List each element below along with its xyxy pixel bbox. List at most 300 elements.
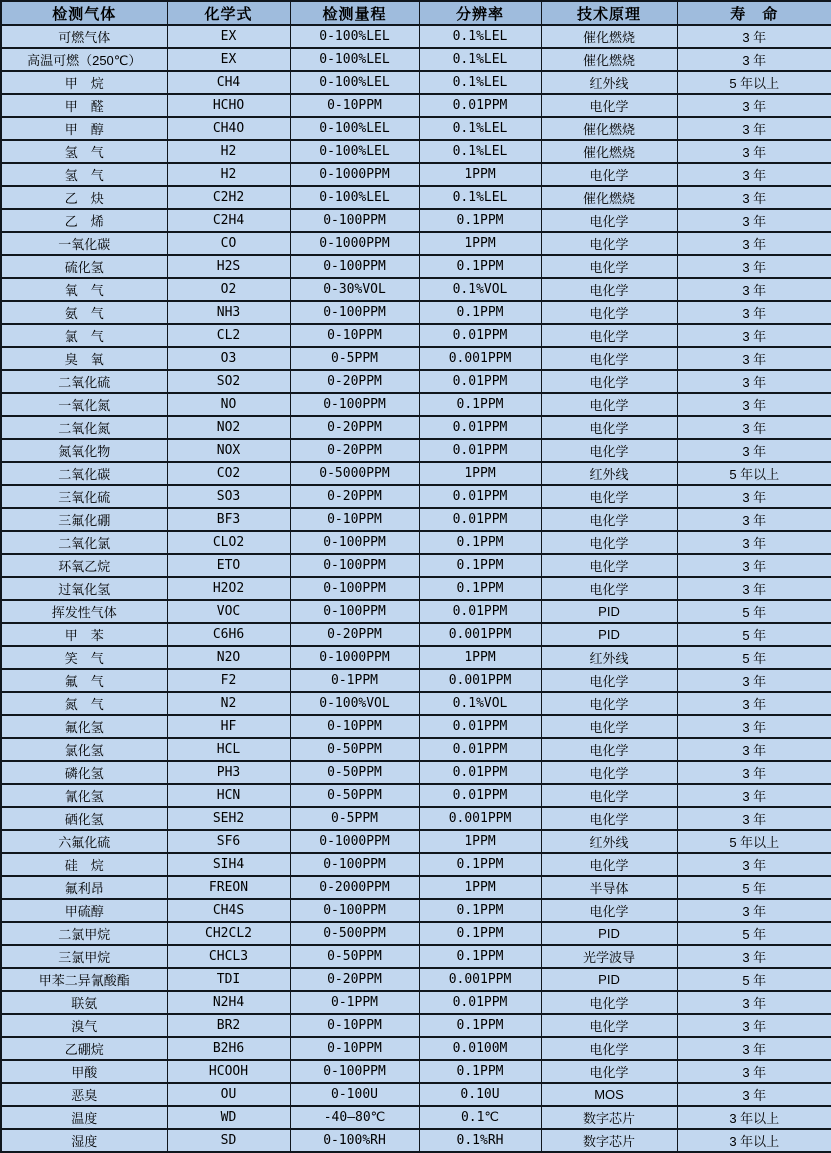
cell-formula: CLO2 bbox=[167, 531, 290, 554]
cell-gas: 甲 醇 bbox=[1, 117, 167, 140]
cell-principle: 电化学 bbox=[541, 669, 677, 692]
cell-principle: 电化学 bbox=[541, 807, 677, 830]
cell-gas: 氧 气 bbox=[1, 278, 167, 301]
table-row bbox=[1, 324, 831, 347]
cell-principle: 电化学 bbox=[541, 853, 677, 876]
cell-principle: 数字芯片 bbox=[541, 1106, 677, 1129]
header-resolution: 分辨率 bbox=[419, 1, 541, 25]
cell-principle: 红外线 bbox=[541, 646, 677, 669]
cell-life: 3 年 bbox=[677, 209, 831, 232]
cell-principle: 催化燃烧 bbox=[541, 48, 677, 71]
cell-principle: 电化学 bbox=[541, 416, 677, 439]
table-row bbox=[1, 715, 831, 738]
table-row bbox=[1, 991, 831, 1014]
cell-principle: MOS bbox=[541, 1083, 677, 1106]
cell-formula: SF6 bbox=[167, 830, 290, 853]
cell-principle: 电化学 bbox=[541, 508, 677, 531]
cell-life: 3 年 bbox=[677, 278, 831, 301]
cell-range: 0-20PPM bbox=[290, 485, 419, 508]
cell-principle: 电化学 bbox=[541, 209, 677, 232]
cell-formula: BF3 bbox=[167, 508, 290, 531]
cell-resolution: 0.1%LEL bbox=[419, 48, 541, 71]
cell-formula: CHCL3 bbox=[167, 945, 290, 968]
table-row bbox=[1, 1060, 831, 1083]
table-row bbox=[1, 485, 831, 508]
cell-gas: 乙 炔 bbox=[1, 186, 167, 209]
cell-principle: 红外线 bbox=[541, 830, 677, 853]
table-row bbox=[1, 784, 831, 807]
cell-range: 0-100PPM bbox=[290, 554, 419, 577]
cell-gas: 氢 气 bbox=[1, 163, 167, 186]
cell-formula: FREON bbox=[167, 876, 290, 899]
cell-resolution: 0.01PPM bbox=[419, 439, 541, 462]
cell-range: 0-10PPM bbox=[290, 715, 419, 738]
cell-range: 0-100%LEL bbox=[290, 71, 419, 94]
cell-range: 0-100PPM bbox=[290, 209, 419, 232]
cell-principle: 催化燃烧 bbox=[541, 117, 677, 140]
cell-resolution: 0.001PPM bbox=[419, 623, 541, 646]
cell-life: 3 年 bbox=[677, 853, 831, 876]
header-life: 寿 命 bbox=[677, 1, 831, 25]
table-row bbox=[1, 209, 831, 232]
cell-formula: CH2CL2 bbox=[167, 922, 290, 945]
cell-range: 0-1PPM bbox=[290, 991, 419, 1014]
cell-life: 3 年 bbox=[677, 48, 831, 71]
cell-formula: C6H6 bbox=[167, 623, 290, 646]
cell-range: 0-20PPM bbox=[290, 416, 419, 439]
cell-life: 3 年 bbox=[677, 324, 831, 347]
header-range: 检测量程 bbox=[290, 1, 419, 25]
cell-resolution: 0.01PPM bbox=[419, 738, 541, 761]
cell-range: 0-50PPM bbox=[290, 784, 419, 807]
cell-resolution: 0.1%VOL bbox=[419, 692, 541, 715]
cell-principle: 电化学 bbox=[541, 899, 677, 922]
cell-range: -40—80℃ bbox=[290, 1106, 419, 1129]
cell-principle: 电化学 bbox=[541, 393, 677, 416]
cell-range: 0-100PPM bbox=[290, 301, 419, 324]
cell-formula: BR2 bbox=[167, 1014, 290, 1037]
cell-principle: 电化学 bbox=[541, 485, 677, 508]
cell-resolution: 0.0100M bbox=[419, 1037, 541, 1060]
cell-principle: 电化学 bbox=[541, 991, 677, 1014]
table-row bbox=[1, 761, 831, 784]
cell-range: 0-1000PPM bbox=[290, 830, 419, 853]
cell-life: 3 年 bbox=[677, 945, 831, 968]
cell-life: 3 年 bbox=[677, 94, 831, 117]
cell-formula: SD bbox=[167, 1129, 290, 1152]
cell-formula: CL2 bbox=[167, 324, 290, 347]
cell-resolution: 0.1%LEL bbox=[419, 140, 541, 163]
cell-resolution: 0.01PPM bbox=[419, 324, 541, 347]
cell-life: 3 年 bbox=[677, 1037, 831, 1060]
cell-resolution: 0.1PPM bbox=[419, 899, 541, 922]
cell-formula: NO2 bbox=[167, 416, 290, 439]
cell-principle: 电化学 bbox=[541, 370, 677, 393]
cell-principle: 电化学 bbox=[541, 347, 677, 370]
cell-principle: 光学波导 bbox=[541, 945, 677, 968]
cell-principle: PID bbox=[541, 600, 677, 623]
table-row bbox=[1, 876, 831, 899]
cell-gas: 甲 醛 bbox=[1, 94, 167, 117]
cell-resolution: 1PPM bbox=[419, 646, 541, 669]
cell-resolution: 1PPM bbox=[419, 876, 541, 899]
cell-principle: 电化学 bbox=[541, 232, 677, 255]
cell-range: 0-100%LEL bbox=[290, 117, 419, 140]
cell-principle: 电化学 bbox=[541, 1060, 677, 1083]
cell-gas: 乙 烯 bbox=[1, 209, 167, 232]
cell-principle: PID bbox=[541, 623, 677, 646]
cell-formula: CO2 bbox=[167, 462, 290, 485]
cell-formula: EX bbox=[167, 48, 290, 71]
cell-range: 0-100PPM bbox=[290, 255, 419, 278]
cell-gas: 硅 烷 bbox=[1, 853, 167, 876]
cell-range: 0-100%LEL bbox=[290, 25, 419, 48]
table-row bbox=[1, 186, 831, 209]
cell-range: 0-20PPM bbox=[290, 370, 419, 393]
table-row bbox=[1, 1106, 831, 1129]
cell-life: 3 年 bbox=[677, 1014, 831, 1037]
cell-formula: CH4S bbox=[167, 899, 290, 922]
cell-gas: 氟利昂 bbox=[1, 876, 167, 899]
cell-range: 0-100%LEL bbox=[290, 186, 419, 209]
cell-formula: SO3 bbox=[167, 485, 290, 508]
cell-principle: 电化学 bbox=[541, 324, 677, 347]
cell-range: 0-30%VOL bbox=[290, 278, 419, 301]
cell-principle: 电化学 bbox=[541, 255, 677, 278]
table-row bbox=[1, 692, 831, 715]
cell-life: 3 年 bbox=[677, 554, 831, 577]
cell-formula: TDI bbox=[167, 968, 290, 991]
cell-life: 3 年 bbox=[677, 439, 831, 462]
table-row bbox=[1, 807, 831, 830]
cell-life: 3 年 bbox=[677, 347, 831, 370]
cell-range: 0-2000PPM bbox=[290, 876, 419, 899]
cell-gas: 硫化氢 bbox=[1, 255, 167, 278]
cell-resolution: 0.1PPM bbox=[419, 853, 541, 876]
cell-formula: N2 bbox=[167, 692, 290, 715]
cell-range: 0-5PPM bbox=[290, 807, 419, 830]
cell-formula: ETO bbox=[167, 554, 290, 577]
cell-resolution: 1PPM bbox=[419, 462, 541, 485]
cell-life: 5 年 bbox=[677, 922, 831, 945]
table-row bbox=[1, 117, 831, 140]
cell-formula: CH4O bbox=[167, 117, 290, 140]
cell-formula: NOX bbox=[167, 439, 290, 462]
cell-gas: 一氧化氮 bbox=[1, 393, 167, 416]
cell-life: 5 年以上 bbox=[677, 462, 831, 485]
cell-gas: 挥发性气体 bbox=[1, 600, 167, 623]
cell-resolution: 0.1PPM bbox=[419, 531, 541, 554]
cell-life: 3 年 bbox=[677, 738, 831, 761]
cell-resolution: 0.1PPM bbox=[419, 945, 541, 968]
cell-gas: 氢 气 bbox=[1, 140, 167, 163]
table-row bbox=[1, 577, 831, 600]
cell-gas: 联氨 bbox=[1, 991, 167, 1014]
header-formula: 化学式 bbox=[167, 1, 290, 25]
cell-resolution: 1PPM bbox=[419, 830, 541, 853]
cell-principle: 电化学 bbox=[541, 784, 677, 807]
cell-resolution: 0.1PPM bbox=[419, 393, 541, 416]
table-row bbox=[1, 439, 831, 462]
table-row bbox=[1, 968, 831, 991]
cell-life: 3 年 bbox=[677, 370, 831, 393]
cell-gas: 氟化氢 bbox=[1, 715, 167, 738]
cell-resolution: 0.1PPM bbox=[419, 554, 541, 577]
cell-life: 3 年 bbox=[677, 761, 831, 784]
cell-range: 0-10PPM bbox=[290, 508, 419, 531]
cell-life: 3 年 bbox=[677, 117, 831, 140]
cell-resolution: 0.001PPM bbox=[419, 807, 541, 830]
cell-formula: B2H6 bbox=[167, 1037, 290, 1060]
cell-gas: 高温可燃（250℃） bbox=[1, 48, 167, 71]
cell-life: 3 年 bbox=[677, 301, 831, 324]
cell-gas: 硒化氢 bbox=[1, 807, 167, 830]
table-row bbox=[1, 945, 831, 968]
cell-principle: 电化学 bbox=[541, 577, 677, 600]
table-row bbox=[1, 232, 831, 255]
table-row bbox=[1, 48, 831, 71]
cell-principle: 电化学 bbox=[541, 278, 677, 301]
cell-life: 3 年 bbox=[677, 899, 831, 922]
cell-life: 3 年 bbox=[677, 232, 831, 255]
cell-gas: 氟 气 bbox=[1, 669, 167, 692]
cell-life: 3 年 bbox=[677, 692, 831, 715]
cell-range: 0-500PPM bbox=[290, 922, 419, 945]
cell-range: 0-100%RH bbox=[290, 1129, 419, 1152]
cell-gas: 磷化氢 bbox=[1, 761, 167, 784]
cell-gas: 湿度 bbox=[1, 1129, 167, 1152]
cell-gas: 可燃气体 bbox=[1, 25, 167, 48]
table-row bbox=[1, 1037, 831, 1060]
cell-gas: 氮 气 bbox=[1, 692, 167, 715]
cell-gas: 氰化氢 bbox=[1, 784, 167, 807]
table-row bbox=[1, 669, 831, 692]
header-gas: 检测气体 bbox=[1, 1, 167, 25]
cell-formula: NO bbox=[167, 393, 290, 416]
table-row bbox=[1, 462, 831, 485]
cell-resolution: 0.1%RH bbox=[419, 1129, 541, 1152]
cell-resolution: 0.01PPM bbox=[419, 991, 541, 1014]
cell-principle: 电化学 bbox=[541, 1037, 677, 1060]
table-row bbox=[1, 600, 831, 623]
cell-formula: HCN bbox=[167, 784, 290, 807]
table-row bbox=[1, 71, 831, 94]
cell-life: 5 年 bbox=[677, 623, 831, 646]
cell-principle: 电化学 bbox=[541, 761, 677, 784]
cell-life: 3 年 bbox=[677, 140, 831, 163]
table-row bbox=[1, 163, 831, 186]
cell-life: 5 年 bbox=[677, 646, 831, 669]
cell-resolution: 0.1%LEL bbox=[419, 117, 541, 140]
cell-range: 0-1000PPM bbox=[290, 232, 419, 255]
cell-formula: CO bbox=[167, 232, 290, 255]
cell-resolution: 0.1PPM bbox=[419, 1014, 541, 1037]
cell-gas: 恶臭 bbox=[1, 1083, 167, 1106]
cell-formula: SIH4 bbox=[167, 853, 290, 876]
cell-resolution: 0.1℃ bbox=[419, 1106, 541, 1129]
cell-resolution: 0.01PPM bbox=[419, 416, 541, 439]
table-row bbox=[1, 301, 831, 324]
cell-range: 0-100%LEL bbox=[290, 48, 419, 71]
cell-principle: 催化燃烧 bbox=[541, 186, 677, 209]
cell-gas: 甲硫醇 bbox=[1, 899, 167, 922]
cell-formula: PH3 bbox=[167, 761, 290, 784]
cell-life: 3 年 bbox=[677, 1083, 831, 1106]
cell-range: 0-100PPM bbox=[290, 393, 419, 416]
cell-formula: C2H2 bbox=[167, 186, 290, 209]
table-row bbox=[1, 140, 831, 163]
cell-life: 5 年以上 bbox=[677, 830, 831, 853]
cell-resolution: 0.1PPM bbox=[419, 209, 541, 232]
cell-life: 3 年 bbox=[677, 577, 831, 600]
cell-gas: 甲酸 bbox=[1, 1060, 167, 1083]
cell-gas: 六氟化硫 bbox=[1, 830, 167, 853]
cell-gas: 甲 烷 bbox=[1, 71, 167, 94]
cell-formula: HCHO bbox=[167, 94, 290, 117]
table-row bbox=[1, 255, 831, 278]
cell-life: 3 年 bbox=[677, 25, 831, 48]
cell-gas: 臭 氧 bbox=[1, 347, 167, 370]
cell-gas: 一氧化碳 bbox=[1, 232, 167, 255]
cell-range: 0-100PPM bbox=[290, 899, 419, 922]
cell-resolution: 0.001PPM bbox=[419, 669, 541, 692]
table-row bbox=[1, 738, 831, 761]
cell-gas: 乙硼烷 bbox=[1, 1037, 167, 1060]
cell-range: 0-5000PPM bbox=[290, 462, 419, 485]
cell-life: 3 年 bbox=[677, 784, 831, 807]
cell-resolution: 0.01PPM bbox=[419, 600, 541, 623]
cell-resolution: 0.001PPM bbox=[419, 347, 541, 370]
cell-life: 5 年 bbox=[677, 876, 831, 899]
cell-formula: WD bbox=[167, 1106, 290, 1129]
cell-formula: O2 bbox=[167, 278, 290, 301]
cell-formula: F2 bbox=[167, 669, 290, 692]
table-row bbox=[1, 853, 831, 876]
header-principle: 技术原理 bbox=[541, 1, 677, 25]
cell-range: 0-100PPM bbox=[290, 531, 419, 554]
cell-range: 0-10PPM bbox=[290, 1014, 419, 1037]
cell-life: 3 年 bbox=[677, 255, 831, 278]
cell-formula: VOC bbox=[167, 600, 290, 623]
cell-life: 5 年 bbox=[677, 968, 831, 991]
cell-principle: PID bbox=[541, 968, 677, 991]
cell-resolution: 0.1PPM bbox=[419, 255, 541, 278]
cell-formula: SEH2 bbox=[167, 807, 290, 830]
cell-resolution: 0.01PPM bbox=[419, 485, 541, 508]
cell-range: 0-1000PPM bbox=[290, 163, 419, 186]
cell-formula: HCL bbox=[167, 738, 290, 761]
cell-resolution: 0.01PPM bbox=[419, 370, 541, 393]
gas-table-body bbox=[1, 25, 831, 1152]
cell-resolution: 0.01PPM bbox=[419, 761, 541, 784]
table-row bbox=[1, 25, 831, 48]
cell-life: 3 年以上 bbox=[677, 1106, 831, 1129]
cell-principle: 电化学 bbox=[541, 692, 677, 715]
table-row bbox=[1, 370, 831, 393]
cell-principle: 电化学 bbox=[541, 738, 677, 761]
cell-principle: 催化燃烧 bbox=[541, 140, 677, 163]
cell-life: 3 年 bbox=[677, 531, 831, 554]
table-row bbox=[1, 416, 831, 439]
cell-range: 0-100PPM bbox=[290, 1060, 419, 1083]
cell-principle: 电化学 bbox=[541, 94, 677, 117]
cell-range: 0-20PPM bbox=[290, 439, 419, 462]
cell-gas: 温度 bbox=[1, 1106, 167, 1129]
cell-range: 0-100U bbox=[290, 1083, 419, 1106]
cell-formula: EX bbox=[167, 25, 290, 48]
table-row bbox=[1, 922, 831, 945]
cell-principle: 电化学 bbox=[541, 439, 677, 462]
cell-resolution: 1PPM bbox=[419, 232, 541, 255]
cell-range: 0-5PPM bbox=[290, 347, 419, 370]
cell-principle: 电化学 bbox=[541, 163, 677, 186]
header-row bbox=[1, 1, 831, 25]
table-row bbox=[1, 830, 831, 853]
cell-resolution: 0.1PPM bbox=[419, 1060, 541, 1083]
cell-life: 3 年 bbox=[677, 715, 831, 738]
cell-gas: 二氧化氮 bbox=[1, 416, 167, 439]
cell-gas: 甲 苯 bbox=[1, 623, 167, 646]
cell-gas: 三氧化硫 bbox=[1, 485, 167, 508]
cell-life: 3 年 bbox=[677, 807, 831, 830]
table-row bbox=[1, 531, 831, 554]
cell-principle: 数字芯片 bbox=[541, 1129, 677, 1152]
cell-formula: O3 bbox=[167, 347, 290, 370]
cell-range: 0-50PPM bbox=[290, 738, 419, 761]
cell-formula: N2H4 bbox=[167, 991, 290, 1014]
cell-formula: H2 bbox=[167, 163, 290, 186]
cell-gas: 过氧化氢 bbox=[1, 577, 167, 600]
cell-life: 3 年 bbox=[677, 508, 831, 531]
cell-range: 0-20PPM bbox=[290, 968, 419, 991]
cell-formula: HF bbox=[167, 715, 290, 738]
cell-principle: 电化学 bbox=[541, 715, 677, 738]
cell-range: 0-100PPM bbox=[290, 600, 419, 623]
cell-formula: C2H4 bbox=[167, 209, 290, 232]
cell-resolution: 0.1%LEL bbox=[419, 186, 541, 209]
table-row bbox=[1, 1083, 831, 1106]
cell-range: 0-50PPM bbox=[290, 761, 419, 784]
cell-gas: 二氯甲烷 bbox=[1, 922, 167, 945]
cell-resolution: 0.01PPM bbox=[419, 94, 541, 117]
cell-principle: 半导体 bbox=[541, 876, 677, 899]
cell-resolution: 0.01PPM bbox=[419, 715, 541, 738]
cell-range: 0-20PPM bbox=[290, 623, 419, 646]
cell-range: 0-100%LEL bbox=[290, 140, 419, 163]
cell-resolution: 1PPM bbox=[419, 163, 541, 186]
table-row bbox=[1, 1129, 831, 1152]
cell-resolution: 0.1%LEL bbox=[419, 71, 541, 94]
cell-gas: 氯 气 bbox=[1, 324, 167, 347]
cell-range: 0-10PPM bbox=[290, 324, 419, 347]
cell-resolution: 0.001PPM bbox=[419, 968, 541, 991]
cell-life: 3 年 bbox=[677, 186, 831, 209]
table-row bbox=[1, 554, 831, 577]
cell-formula: H2 bbox=[167, 140, 290, 163]
cell-life: 3 年 bbox=[677, 416, 831, 439]
cell-resolution: 0.01PPM bbox=[419, 508, 541, 531]
cell-resolution: 0.1%VOL bbox=[419, 278, 541, 301]
cell-formula: N2O bbox=[167, 646, 290, 669]
cell-gas: 环氧乙烷 bbox=[1, 554, 167, 577]
table-row bbox=[1, 623, 831, 646]
cell-range: 0-100PPM bbox=[290, 853, 419, 876]
cell-range: 0-50PPM bbox=[290, 945, 419, 968]
cell-resolution: 0.1PPM bbox=[419, 577, 541, 600]
table-row bbox=[1, 646, 831, 669]
cell-gas: 笑 气 bbox=[1, 646, 167, 669]
cell-gas: 溴气 bbox=[1, 1014, 167, 1037]
